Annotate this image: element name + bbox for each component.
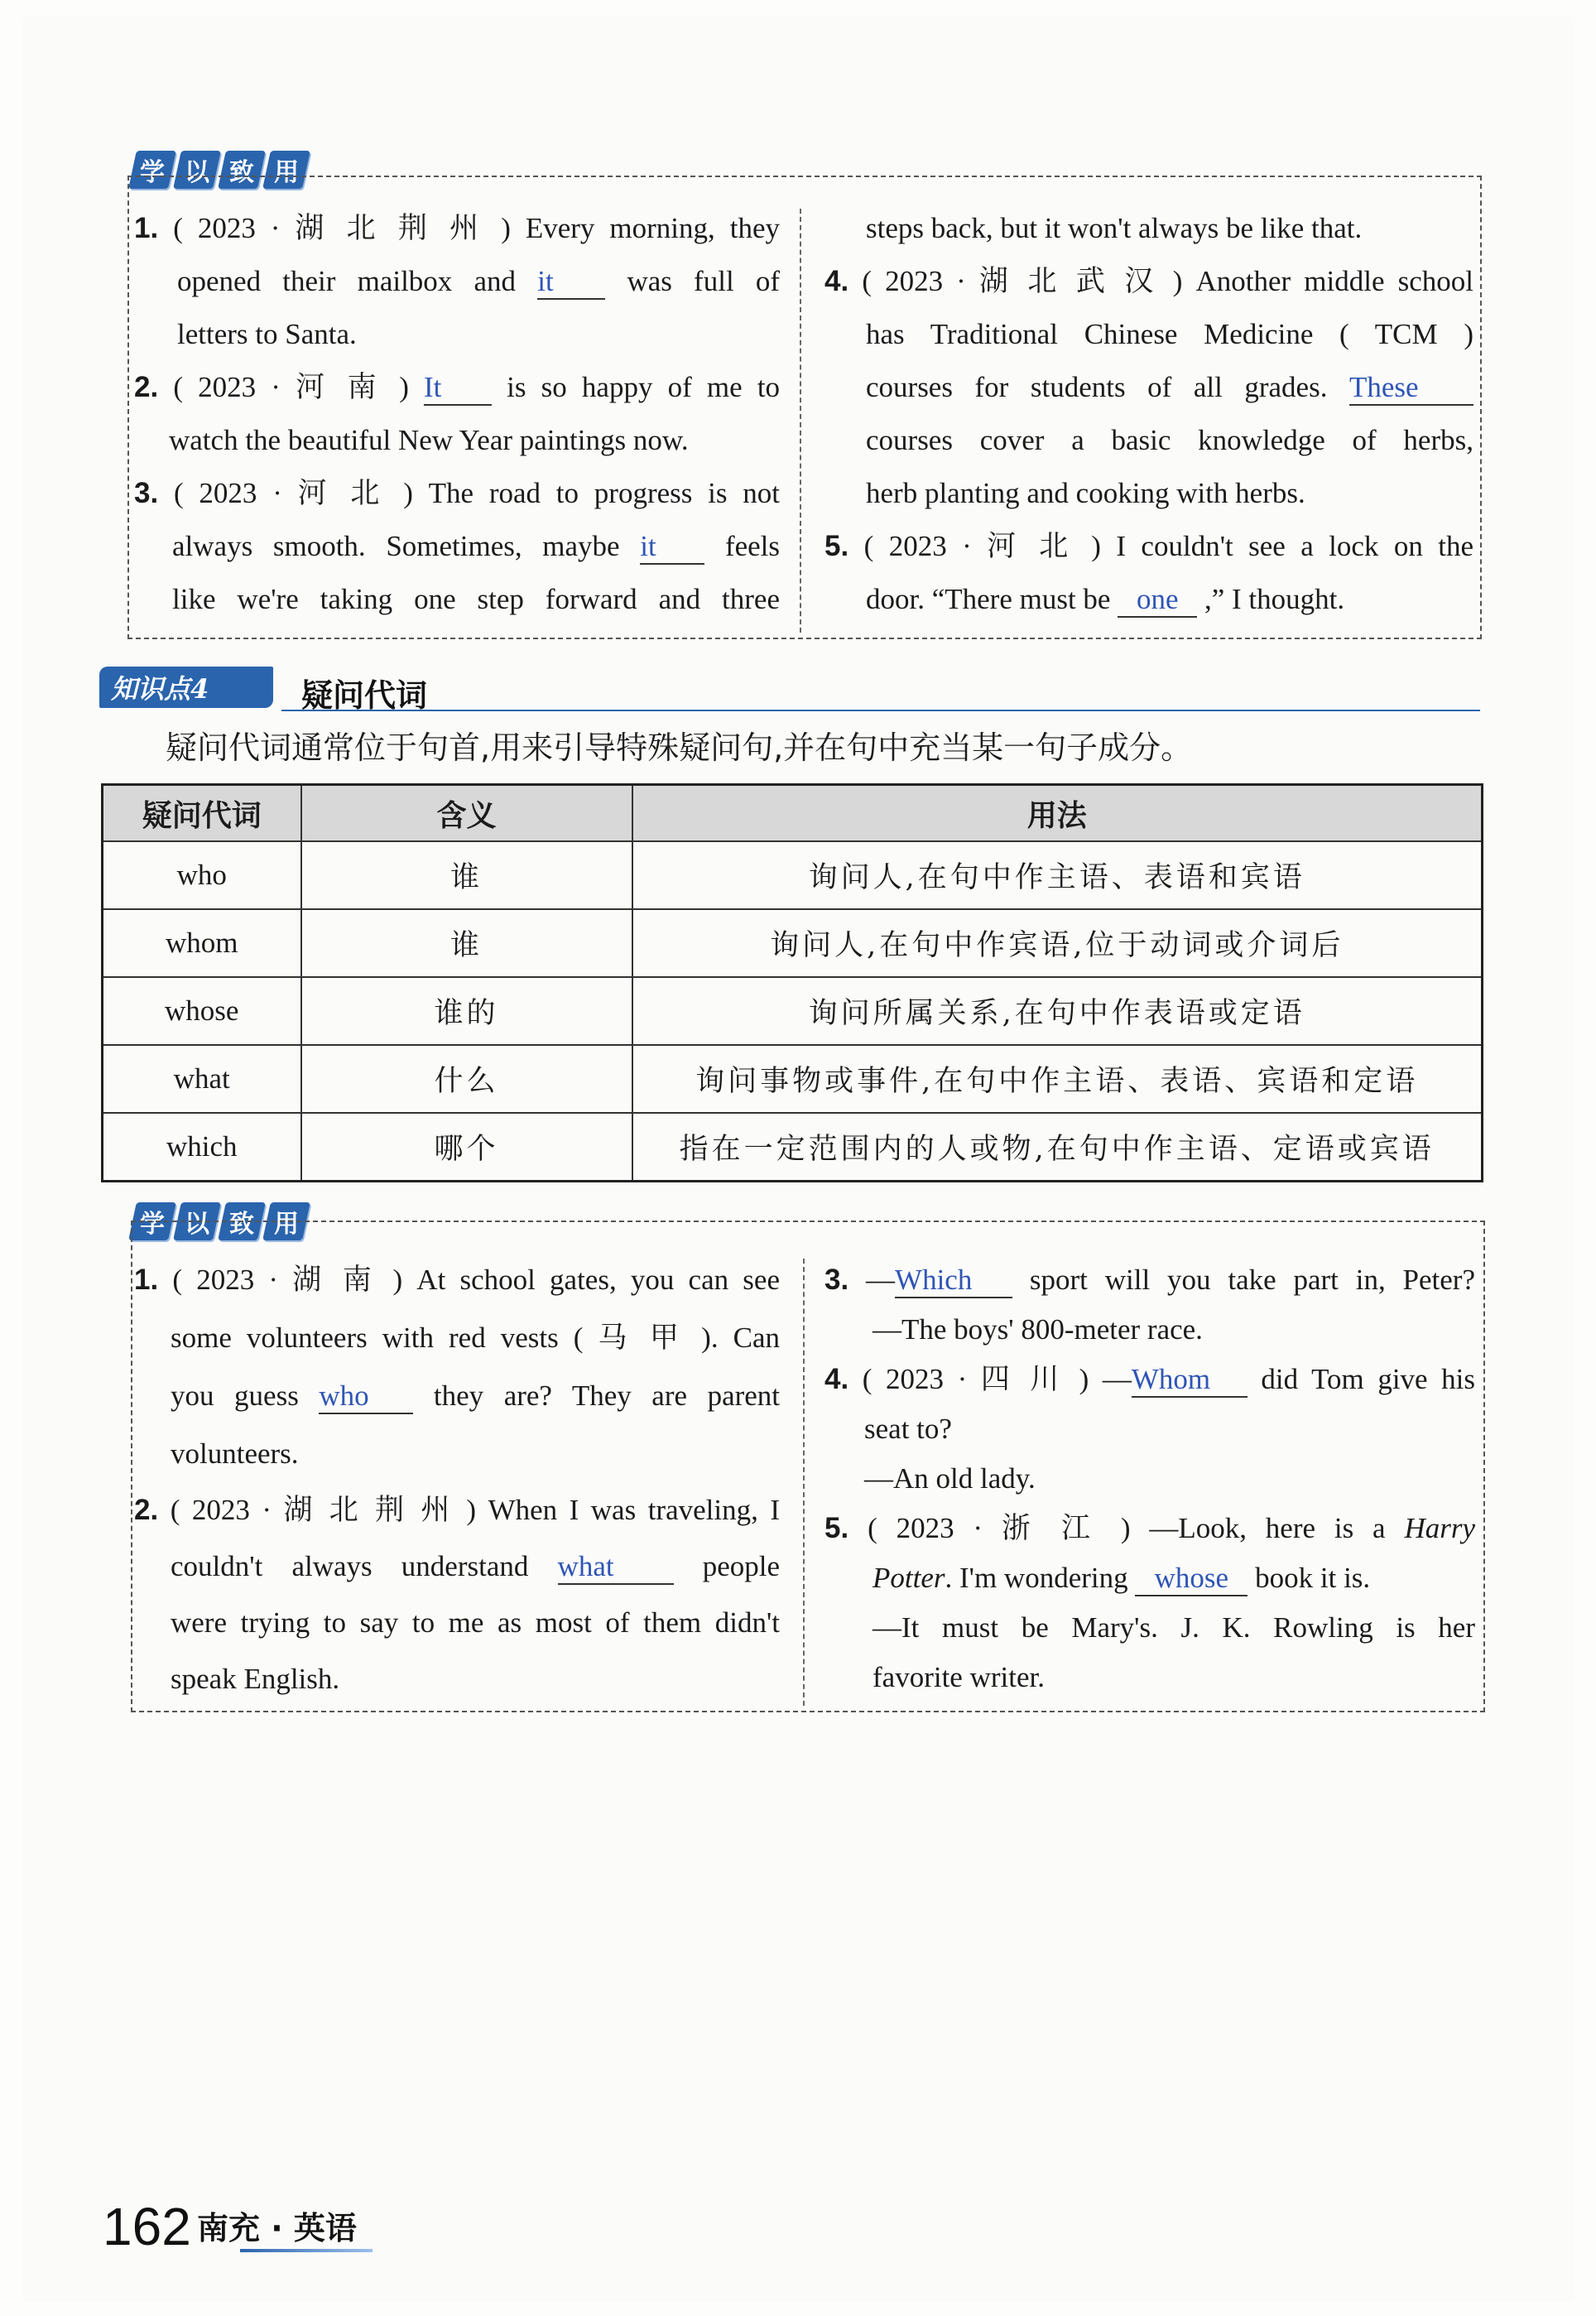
table-row: what 什么 询问事物或事件,在句中作主语、表语、宾语和定语 xyxy=(103,1045,1483,1113)
book-label: 南充 · 英语 xyxy=(197,2210,357,2246)
practice-tag: 学 以 致 用 xyxy=(132,1202,306,1240)
interrogative-pronoun-table xyxy=(101,783,1483,1182)
practice-tag: 学 以 致 用 xyxy=(132,151,306,189)
footer-decoration xyxy=(240,2249,373,2252)
answer-blank[interactable]: It xyxy=(424,371,492,406)
question-2: 2. ( 2023 · 湖 北 荆 州 ) When I was traveling, I xyxy=(134,1494,780,1526)
intro-text: 疑问代词通常位于句首,用来引导特殊疑问句,并在句中充当某一句子成分。 xyxy=(166,729,1193,766)
answer-blank[interactable]: Which xyxy=(895,1264,1012,1298)
knowledge-point-header xyxy=(99,667,1480,715)
answer-blank[interactable]: it xyxy=(537,265,605,300)
question-3: 3. —Which sport will you take part in, Peter? xyxy=(824,1254,1475,1307)
question-1: 1. ( 2023 · 湖 北 荆 州 ) Every morning, they xyxy=(134,212,780,244)
question-1: 1. ( 2023 · 湖 南 ) At school gates, you can see xyxy=(134,1264,780,1296)
page-number: 162 xyxy=(103,2197,191,2256)
section-title: 疑问代词 xyxy=(301,677,428,714)
table-header: 含义 xyxy=(301,785,632,842)
knowledge-point-badge: 知识点4 xyxy=(99,667,273,708)
question-3: 3. ( 2023 · 河 北 ) The road to progress is not xyxy=(134,477,781,509)
question-4: 4. ( 2023 · 四 川 ) —Whom did Tom give his xyxy=(824,1353,1475,1406)
column-divider xyxy=(803,1259,805,1706)
answer-blank[interactable]: These xyxy=(1349,371,1473,406)
answer-blank[interactable]: who xyxy=(319,1379,413,1414)
question-4: 4. ( 2023 · 湖 北 武 汉 ) Another middle school xyxy=(824,265,1473,297)
table-header: 用法 xyxy=(632,785,1483,842)
answer-blank[interactable]: whose xyxy=(1135,1562,1247,1596)
answer-blank[interactable]: it xyxy=(640,530,704,565)
table-row: whose 谁的 询问所属关系,在句中作表语或定语 xyxy=(103,977,1483,1045)
table-row: who 谁 询问人,在句中作主语、表语和宾语 xyxy=(103,841,1483,909)
answer-blank[interactable]: what xyxy=(558,1550,674,1585)
table-row: whom 谁 询问人,在句中作宾语,位于动词或介词后 xyxy=(103,909,1483,977)
answer-blank[interactable]: one xyxy=(1118,583,1197,618)
question-2: 2. ( 2023 · 河 南 ) It is so happy of me to xyxy=(134,361,780,414)
column-divider xyxy=(800,209,801,633)
question-5: 5. ( 2023 · 河 北 ) I couldn't see a lock on the xyxy=(824,530,1474,562)
question-5: 5. ( 2023 · 浙 江 ) —Look, here is a Harry xyxy=(824,1512,1476,1544)
table-row: which 哪个 指在一定范围内的人或物,在句中作主语、定语或宾语 xyxy=(103,1113,1483,1182)
answer-blank[interactable]: Whom xyxy=(1132,1363,1247,1398)
table-header: 疑问代词 xyxy=(103,785,301,842)
